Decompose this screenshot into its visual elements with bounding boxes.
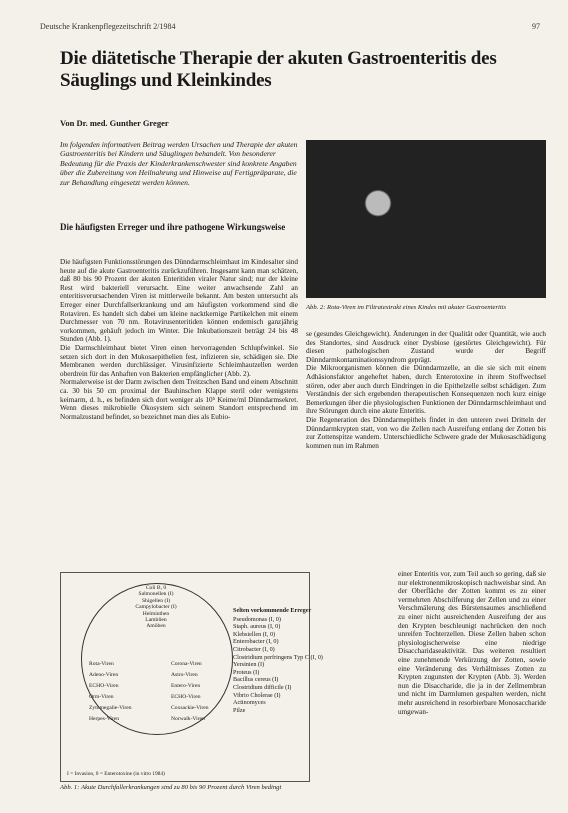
virus-label: Astro-Viren: [171, 672, 198, 678]
rare-item: Enterobacter (I, 0): [233, 638, 279, 646]
virus-list-left: [89, 659, 132, 725]
paragraph: Die Mikroorganismen können die Dünndarmzelle, an die sie sich mit einem Adhäsionsfaktor angeheftet haben, durch Enterotoxine in ihrem Stoffwechsel stören, oder aber auch durch Eindringen in die Epithelzelle selbst schädigen. Zum Verständnis der sich ergebenden therapeutischen Konsequenzen noch kurz einige Bemerkungen über die physiologischen Funktionen der Dünndarmschleimhaut und ihre Störungen durch eine akute Enteritis.: [306, 364, 546, 416]
pie-label: Coli B, 0: [145, 585, 167, 591]
page-number: 97: [532, 22, 540, 31]
virus-label: Herpes-Viren: [89, 716, 120, 722]
diagram-footnote: I = Invasion, 0 = Enterotoxine (in vitro 1984): [67, 771, 165, 777]
column-3: einer Enteritis vor, zum Teil auch so gering, daß sie nur elektronenmikroskopisch nachweisbar sind. An der Oberfläche der Zotten kommt es zu einer vermehrten Abschilferung der Zellen und zu einer Verschmälerung des Bürstensaumes anschließend zu einer nicht ausreichenden Ausreifung der aus den Krypten beschleunigt nachrücken den noch unreifen Tochterzellen. Diese Zellen haben schon physiologischerweise eine niedrige Disaccharidaseaktivität. Das weiteren resultiert eine zunehmende Verkürzung der Zotten, sowie eine Veränderung des Verhältnisses Zotten zu Krypten zugunsten der Krypten (Abb. 3). Werden nun die Disaccharide, die ja in der Zellmembran und nicht im Darmlumen gespalten werden, nicht mehr ausreichend in resorbierbare Monosaccharide umgewan-: [398, 570, 546, 716]
rare-item: Klebsiellen (I, 0): [233, 630, 276, 638]
pie-label: Amöben: [146, 623, 166, 630]
lead-paragraph: Im folgenden informativen Beitrag werden Ursachen und Therapie der akuten Gastroenteritis bei Kindern und Säuglingen behandelt. Von besonderer Bedeutung für die Praxis der Kinderkrankenschwester sind konkrete Angaben über die Zubereitung von Heilnahrung und Hinweise auf Fertigpräparate, die zur Behandlung eingesetzt werden können.: [60, 140, 298, 187]
rare-item: Citrobacter (I, 0): [233, 645, 275, 653]
column-2: [306, 330, 546, 450]
virus-label: Entero-Viren: [171, 683, 201, 689]
rare-item: Clostridium difficile (I): [233, 683, 292, 691]
column-1: [60, 258, 298, 421]
rotavirus-photo: [306, 140, 546, 298]
rare-item: Pilze: [233, 706, 246, 714]
rare-item: Pseudomonas (I, 0): [233, 615, 281, 623]
pie-label: Shigellen (I): [141, 597, 171, 604]
pie-label: Helminthen: [142, 610, 170, 617]
rare-item: Staph. aureus (I, 0): [233, 623, 281, 631]
pie-label: Lamblien: [145, 617, 167, 624]
photo-caption: Abb. 2: Rota-Viren im Filtratextrakt eines Kindes mit akuter Gastroenteritis: [306, 304, 507, 311]
pie-top-labels: [131, 585, 181, 630]
paragraph: se (gesundes Gleichgewicht). Änderungen in der Qualität oder Quantität, wie auch des Standortes, sind Ausdruck einer Dysbiose (gestörtes Gleichgewicht). Für diesen pathologischen Zustand wurde der Begriff Dünndarmkontaminationssyndrom geprägt.: [306, 330, 546, 364]
rare-item: Proteus (I): [233, 668, 260, 676]
rare-pathogens: [233, 607, 353, 714]
pie-label: Salmonellen (I): [138, 591, 174, 598]
virus-label: ECHO-Viren: [89, 683, 119, 689]
virus-label: Norwalk-Viren: [171, 716, 205, 722]
article-title: Die diätetische Therapie der akuten Gastroenteritis des Säuglings und Kleinkindes: [60, 48, 497, 91]
rare-item: Yersinien (I): [233, 661, 265, 669]
pathogen-diagram: [60, 572, 323, 782]
virus-label: Rota-Viren: [89, 661, 114, 667]
pie-label: Campylobacter (I): [135, 604, 177, 611]
virus-label: Zytomegalie-Viren: [89, 705, 132, 711]
diagram-caption: Abb. 1: Akute Durchfallerkrankungen sind zu 80 bis 90 Prozent durch Viren bedingt: [60, 784, 282, 791]
rare-item: Bacillus cereus (I): [233, 676, 279, 684]
journal-name: Deutsche Krankenpflegezeitschrift 2/1984: [40, 22, 176, 31]
virus-label: Adeno-Viren: [89, 672, 119, 678]
paragraph: Die Darmschleimhaut bietet Viren einen hervorragenden Schlupfwinkel. Sie setzen sich dort in den Mukosaepithelien fest, infizieren sie, schädigen sie. Die Membranen werden durchlässiger. Virusinfizierte Schleimhautzellen werden oberdrein für das Anhaften von Bakterien empfänglicher (Abb. 2).: [60, 343, 298, 378]
paragraph: Die Regeneration des Dünndarmepithels findet in den unteren zwei Dritteln der Dünndarmkrypten statt, von wo die Zellen nach Ausreifung entlang der Zotten bis zur Zottenspitze wandern. Unterschiedliche Schwere grade der Mukosaschädigung kommen nun im Rahmen: [306, 415, 546, 450]
virus-label: Corona-Viren: [171, 661, 202, 667]
rare-item: Actinomyces: [233, 699, 266, 707]
rare-item: Vibrio Cholerae (I): [233, 691, 281, 699]
paragraph: Die häufigsten Funktionsstörungen des Dünndarmschleimhaut im Kindesalter sind heute auf die akute Gastroenteritis zurückzuführen. Insgesamt kann man schätzen, daß 80 bis 90 Prozent der akuten Enteritiden viraler Natur sind; nur der kleine Rest wird bakteriell verursacht. Eine weiter anwachsende Zahl an enteritisverursachenden Viren ist mittlerweile bekannt. Am besten untersucht als Erreger einer Durchfallserkrankung und am häufigsten vorkommend sind die Rotaviren. Es handelt sich dabei um kleine nacktkernige Partikelchen mit einem Durchmesser von 70 nm. Rotavirusenteritiden können endemisch ganzjährig vorkommen, gehäuft jedoch im Winter. Die Inkubationszeit beträgt 24 bis 48 Stunden (Abb. 1).: [60, 258, 298, 344]
section-heading: Die häufigsten Erreger und ihre pathogene Wirkungsweise: [60, 222, 286, 232]
rare-item: Clostridium perfringens Typ C (I, 0): [233, 653, 323, 661]
virus-label: Coxsackie-Viren: [171, 705, 209, 711]
author-line: Von Dr. med. Gunther Greger: [60, 118, 169, 128]
rare-pathogens-title: Selten vorkommende Erreger: [233, 607, 312, 614]
virus-label: Orm-Viren: [89, 694, 114, 700]
virus-list-right: [171, 659, 209, 725]
paragraph: Normalerweise ist der Darm zwischen dem Treitzschen Band und einem Abschnitt ca. 30 bis 50 cm proximal der Bauhinschen Klappe steril oder wenigstens keimarm, d. h., es befinden sich dort weniger als 10⁵ Keime/ml Dünndarmsekret. Wenn dieses mikrobielle Ökosystem sich seinem Standort entsprechend im Normalzustand befindet, so bezeichnet man dies als Eubio-: [60, 378, 298, 421]
virus-label: ECHO-Viren: [171, 694, 201, 700]
